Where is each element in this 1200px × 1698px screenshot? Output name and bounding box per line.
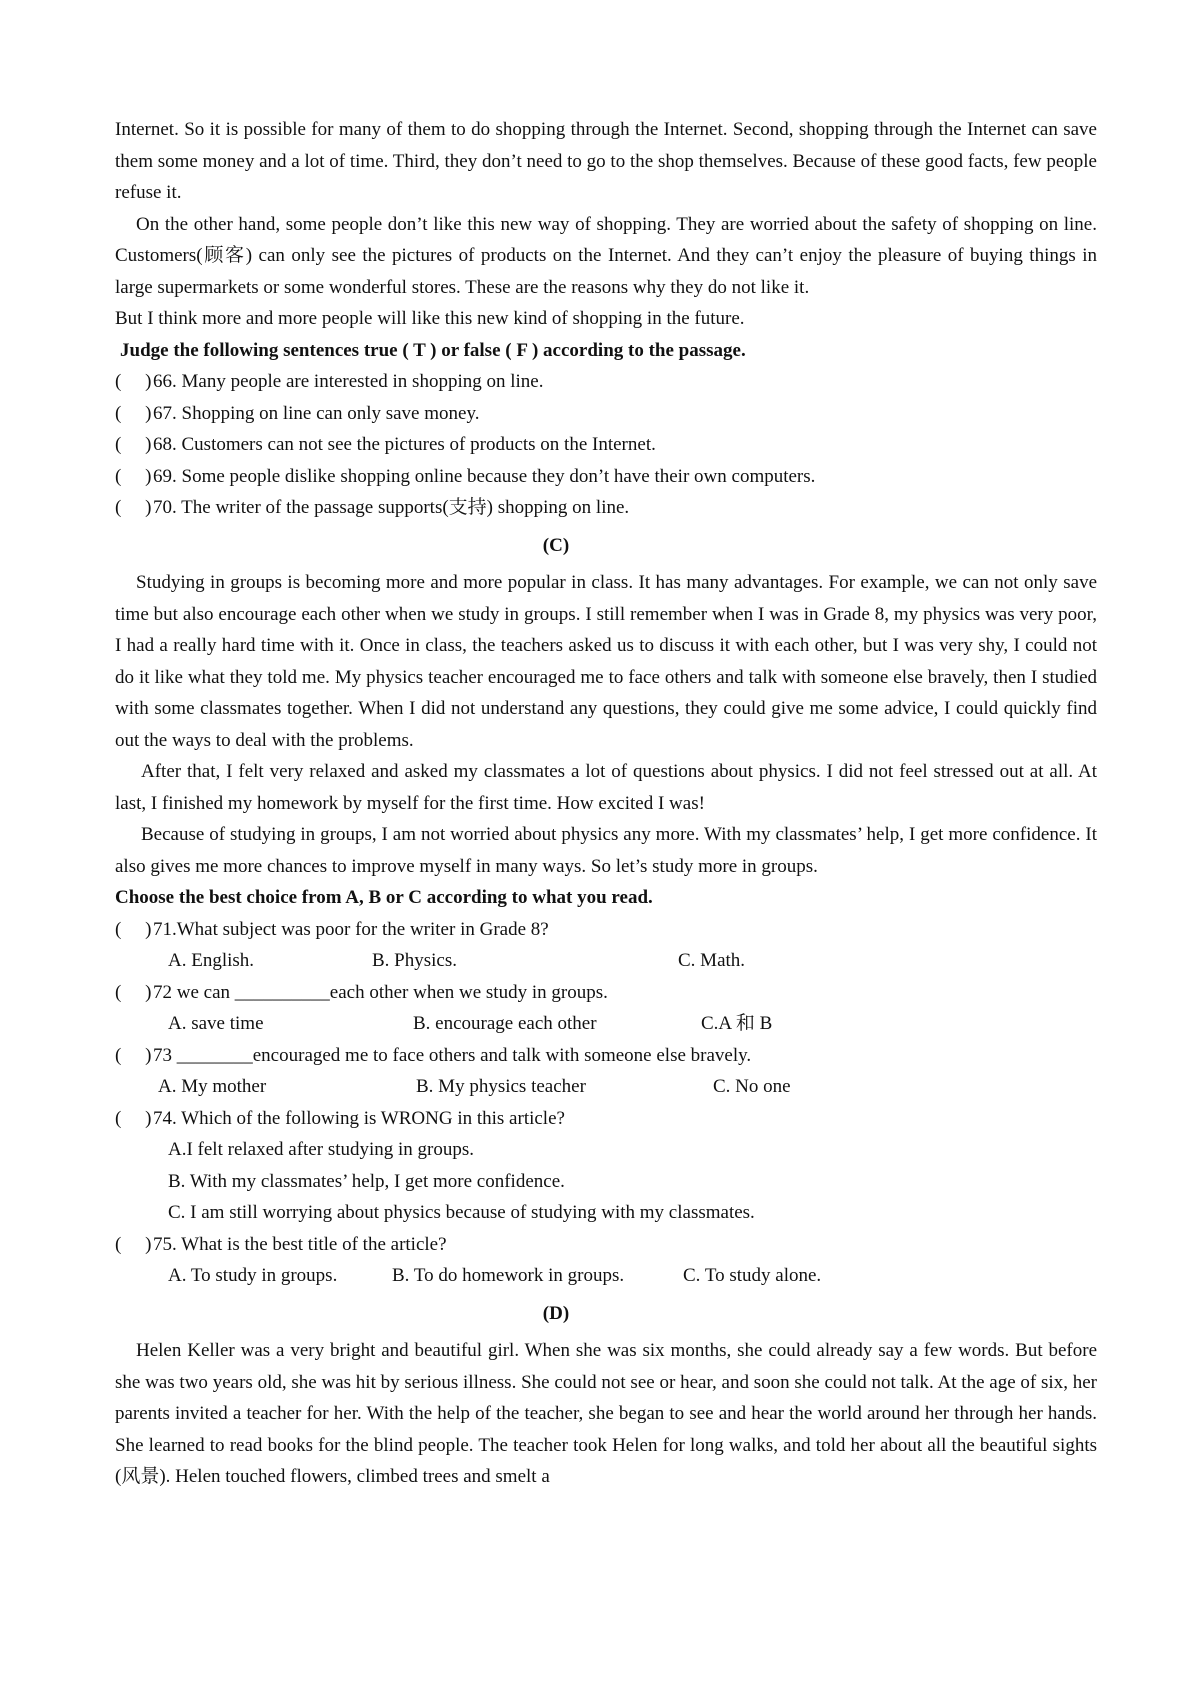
passage-d-heading: (D) (542, 1302, 570, 1324)
question-text: 71.What subject was poor for the writer in Grade 8? (153, 918, 549, 940)
answer-blank[interactable]: ( ) (115, 1107, 152, 1129)
question-70 (115, 492, 1097, 524)
passage-b-paragraph-1: Internet. So it is possible for many of them to do shopping through the Internet. Second, shopping through the Internet can save them some money and a lot of time. Third, they don’t need to go to the shop themselves. Because of these good facts, few people refuse it. (115, 119, 1097, 203)
passage-c-paragraph-3: Because of studying in groups, I am not worried about physics any more. With my classmates’ help, I get more confidence. It also gives me more chances to improve myself in many ways. So let’s study more in groups. (115, 824, 1097, 877)
option-c[interactable]: C.A 和 B (701, 1013, 773, 1034)
answer-blank[interactable]: ( ) (115, 402, 152, 424)
passage-c-paragraph-2: After that, I felt very relaxed and asked my classmates a lot of questions about physics. I did not feel stressed out at all. At last, I finished my homework by myself for the first time. How excited I was! (115, 761, 1097, 814)
answer-blank[interactable]: ( ) (115, 371, 152, 392)
option-c[interactable]: C. To study alone. (683, 1265, 822, 1286)
passage-c-questions (115, 914, 1097, 1292)
answer-blank[interactable]: ( ) (115, 1233, 152, 1255)
question-text: 67. Shopping on line can only save money. (153, 402, 480, 424)
question-67 (115, 398, 1097, 430)
question-69 (115, 461, 1097, 493)
option-b[interactable]: B. encourage each other (413, 1013, 597, 1034)
answer-blank[interactable]: ( ) (115, 1044, 152, 1066)
question-72 (115, 977, 1097, 1009)
question-text: 75. What is the best title of the article? (153, 1233, 447, 1255)
passage-b-paragraph-3: But I think more and more people will like this new kind of shopping in the future. (115, 308, 745, 329)
question-text: 66. Many people are interested in shopping on line. (153, 371, 544, 392)
question-text: 73 ________encouraged me to face others and talk with someone else bravely. (153, 1044, 752, 1066)
option-a[interactable]: A. save time (168, 1013, 264, 1034)
option-a[interactable]: A. English. (168, 950, 255, 971)
question-75-options (115, 1260, 1097, 1292)
option-a[interactable]: A. My mother (158, 1076, 267, 1097)
option-b[interactable]: B. To do homework in groups. (392, 1265, 625, 1286)
passage-c-heading: (C) (542, 534, 570, 556)
option-a[interactable]: A.I felt relaxed after studying in groups. (168, 1139, 475, 1160)
question-text: 68. Customers can not see the pictures of products on the Internet. (153, 434, 656, 455)
question-72-options (115, 1008, 1097, 1040)
question-text: 72 we can __________each other when we study in groups. (153, 981, 608, 1003)
passage-d-paragraph-1: Helen Keller was a very bright and beautiful girl. When she was six months, she could already say a few words. But before she was two years old, she was hit by serious illness. She could not see or hear, and soon she could not talk. At the age of six, her parents invited a teacher for her. With the help of the teacher, she began to see and hear the world around her through her hands. She learned to read books for the blind people. The teacher took Helen for long walks, and told her about all the beautiful sights (风景). Helen touched flowers, climbed trees and smelt a (115, 1340, 1097, 1487)
question-66 (115, 366, 1097, 398)
passage-b-questions (115, 366, 1097, 524)
answer-blank[interactable]: ( ) (115, 981, 152, 1003)
passage-c-instruction: Choose the best choice from A, B or C according to what you read. (115, 887, 653, 908)
answer-blank[interactable]: ( ) (115, 918, 152, 940)
question-74 (115, 1103, 1097, 1135)
option-c[interactable]: C. No one (713, 1076, 791, 1097)
option-b[interactable]: B. Physics. (372, 950, 457, 971)
question-71-options (115, 945, 1097, 977)
question-73 (115, 1040, 1097, 1072)
question-73-options (115, 1071, 1097, 1103)
question-text: 74. Which of the following is WRONG in this article? (153, 1107, 565, 1129)
answer-blank[interactable]: ( ) (115, 434, 152, 455)
passage-b-paragraph-2: On the other hand, some people don’t like this new way of shopping. They are worried about the safety of shopping on line. Customers(顾客) can only see the pictures of products on the Internet. And they can’t enjoy the pleasure of buying things in large supermarkets or some wonderful stores. These are the reasons why they do not like it. (115, 213, 1097, 298)
answer-blank[interactable]: ( ) (115, 497, 152, 518)
question-text: 69. Some people dislike shopping online because they don’t have their own computers. (153, 465, 816, 487)
passage-c-paragraph-1: Studying in groups is becoming more and more popular in class. It has many advantages. For example, we can not only save time but also encourage each other when we study in groups. I still remember when I was in Grade 8, my physics was very poor, I had a really hard time with it. Once in class, the teachers asked us to discuss it with each other, but I was very shy, I could not do it like what they told me. My physics teacher encouraged me to face others and talk with someone else bravely, then I studied with some classmates together. When I did not understand any questions, they could give me some advice, I could quickly find out the ways to deal with the problems. (115, 572, 1097, 751)
option-c[interactable]: C. Math. (678, 950, 746, 971)
passage-b-instruction: Judge the following sentences true ( T ) or false ( F ) according to the passage. (120, 339, 746, 361)
question-text: 70. The writer of the passage supports(支持) shopping on line. (153, 497, 630, 518)
option-b[interactable]: B. My physics teacher (416, 1076, 586, 1097)
option-b[interactable]: B. With my classmates’ help, I get more confidence. (168, 1170, 565, 1192)
option-a[interactable]: A. To study in groups. (168, 1265, 338, 1286)
question-68 (115, 429, 1097, 461)
question-75 (115, 1229, 1097, 1261)
option-c[interactable]: C. I am still worrying about physics because of studying with my classmates. (168, 1202, 755, 1223)
question-71 (115, 914, 1097, 946)
answer-blank[interactable]: ( ) (115, 465, 152, 487)
